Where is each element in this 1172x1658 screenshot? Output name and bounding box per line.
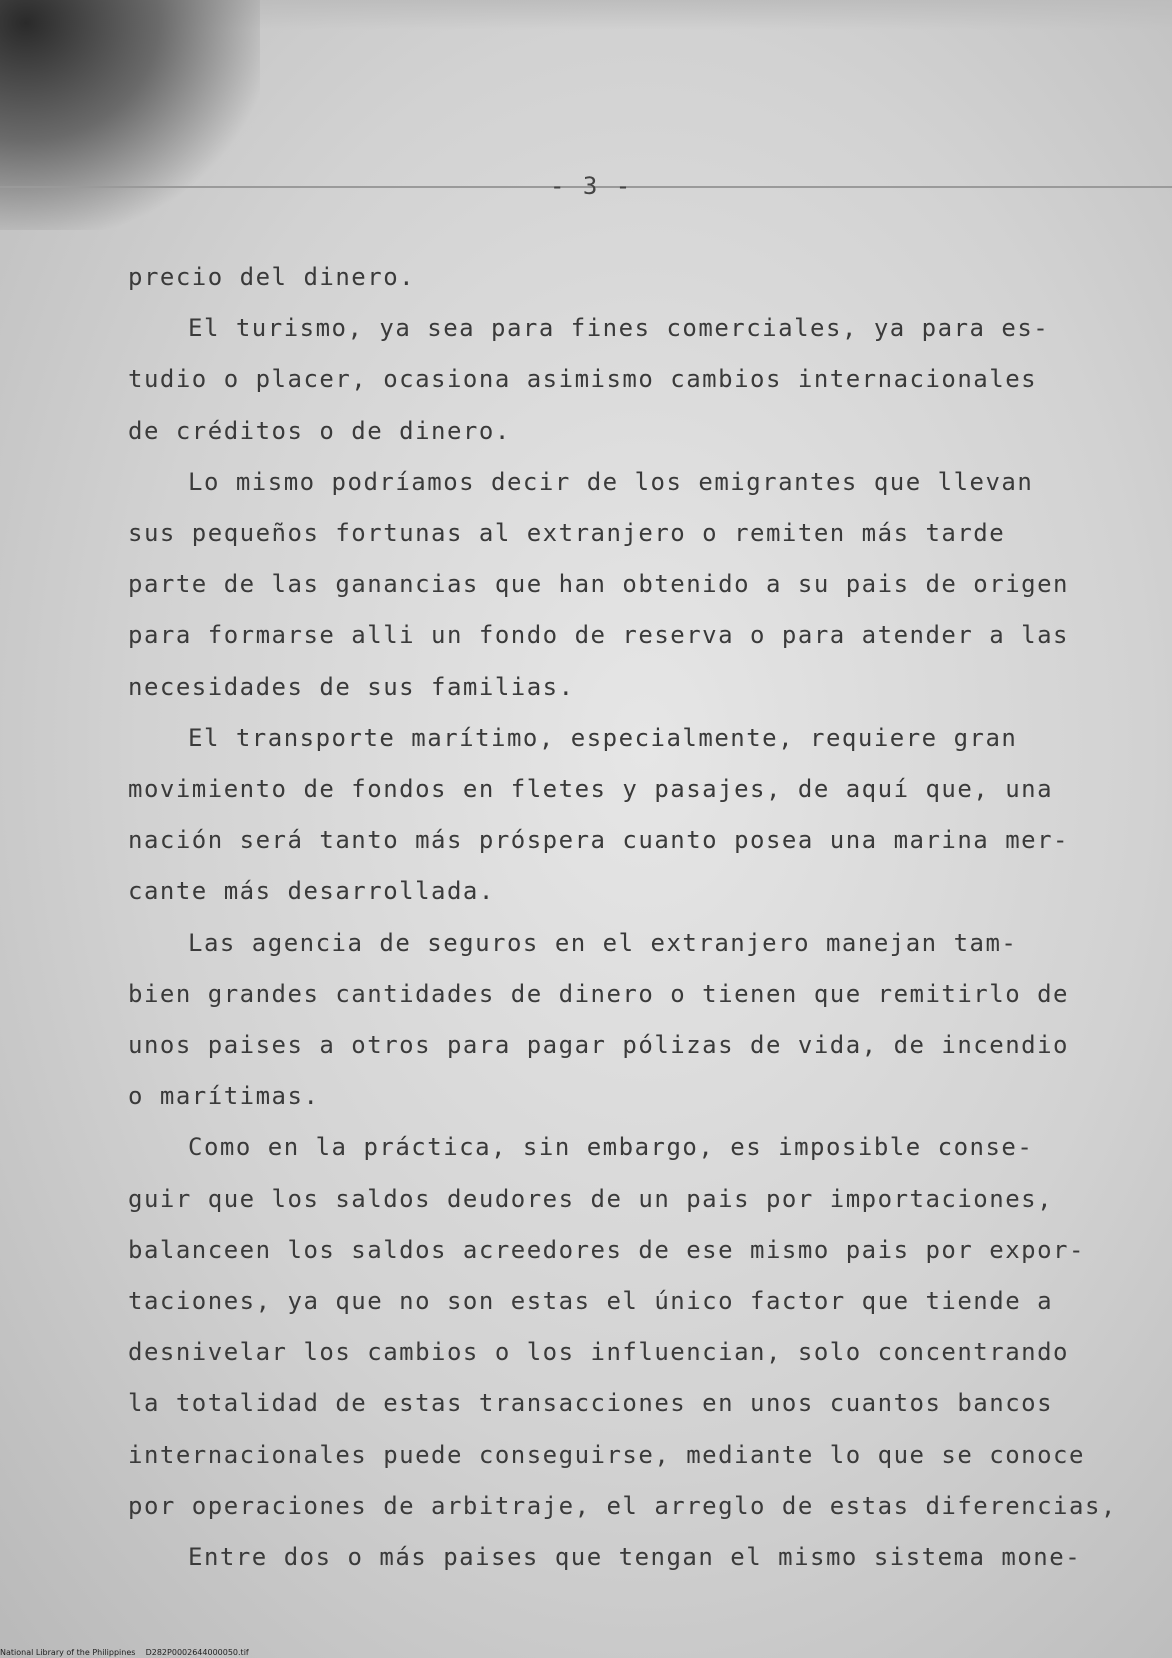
- text-line: cante más desarrollada.: [128, 877, 495, 906]
- text-line: de créditos o de dinero.: [128, 416, 511, 445]
- text-line: Las agencia de seguros en el extranjero manejan tam-: [188, 928, 1018, 957]
- page-number: - 3 -: [550, 172, 633, 200]
- scan-footer: National Library of the Philippines D282P0002644000050.tif: [0, 1648, 249, 1657]
- text-line: necesidades de sus familias.: [128, 672, 575, 701]
- text-line: El turismo, ya sea para fines comerciales, ya para es-: [188, 314, 1050, 343]
- text-line: taciones, ya que no son estas el único factor que tiende a: [128, 1287, 1054, 1316]
- text-line: precio del dinero.: [128, 263, 416, 291]
- text-line: sus pequeños fortunas al extranjero o remiten más tarde: [128, 519, 1006, 548]
- text-line: la totalidad de estas transacciones en unos cuantos bancos: [128, 1389, 1054, 1418]
- paragraph-1: [128, 252, 1078, 303]
- text-line: balanceen los saldos acreedores de ese mismo pais por expor-: [128, 1235, 1085, 1264]
- text-line: guir que los saldos deudores de un pais por importaciones,: [128, 1184, 1054, 1213]
- paragraph-2: [128, 303, 1078, 457]
- text-line: por operaciones de arbitraje, el arreglo de estas diferencias,: [128, 1491, 1117, 1520]
- paragraph-7: [128, 1532, 1082, 1583]
- paragraph-6: [128, 1122, 1117, 1532]
- paragraph-4: [128, 713, 1078, 918]
- text-line: El transporte marítimo, especialmente, requiere gran: [188, 723, 1018, 752]
- text-line: tudio o placer, ocasiona asimismo cambios internacionales: [128, 365, 1038, 394]
- document-body: [128, 252, 1117, 1583]
- text-line: Entre dos o más paises que tengan el mismo sistema mone-: [188, 1543, 1082, 1572]
- text-line: o marítimas.: [128, 1082, 320, 1111]
- text-line: unos paises a otros para pagar pólizas de vida, de incendio: [128, 1031, 1070, 1060]
- text-line: Lo mismo podríamos decir de los emigrantes que llevan: [188, 467, 1034, 496]
- scan-corner-shadow: [0, 0, 260, 230]
- paragraph-5: [128, 918, 1078, 1123]
- text-line: desnivelar los cambios o los influencian, solo concentrando: [128, 1338, 1070, 1367]
- paragraph-3: [128, 457, 1078, 713]
- text-line: para formarse alli un fondo de reserva o para atender a las: [128, 621, 1070, 650]
- text-line: nación será tanto más próspera cuanto posea una marina mer-: [128, 826, 1070, 855]
- text-line: parte de las ganancias que han obtenido a su pais de origen: [128, 570, 1070, 599]
- text-line: Como en la práctica, sin embargo, es imposible conse-: [188, 1133, 1034, 1162]
- text-line: movimiento de fondos en fletes y pasajes, de aquí que, una: [128, 775, 1054, 804]
- text-line: bien grandes cantidades de dinero o tienen que remitirlo de: [128, 979, 1070, 1008]
- text-line: internacionales puede conseguirse, mediante lo que se conoce: [128, 1440, 1085, 1469]
